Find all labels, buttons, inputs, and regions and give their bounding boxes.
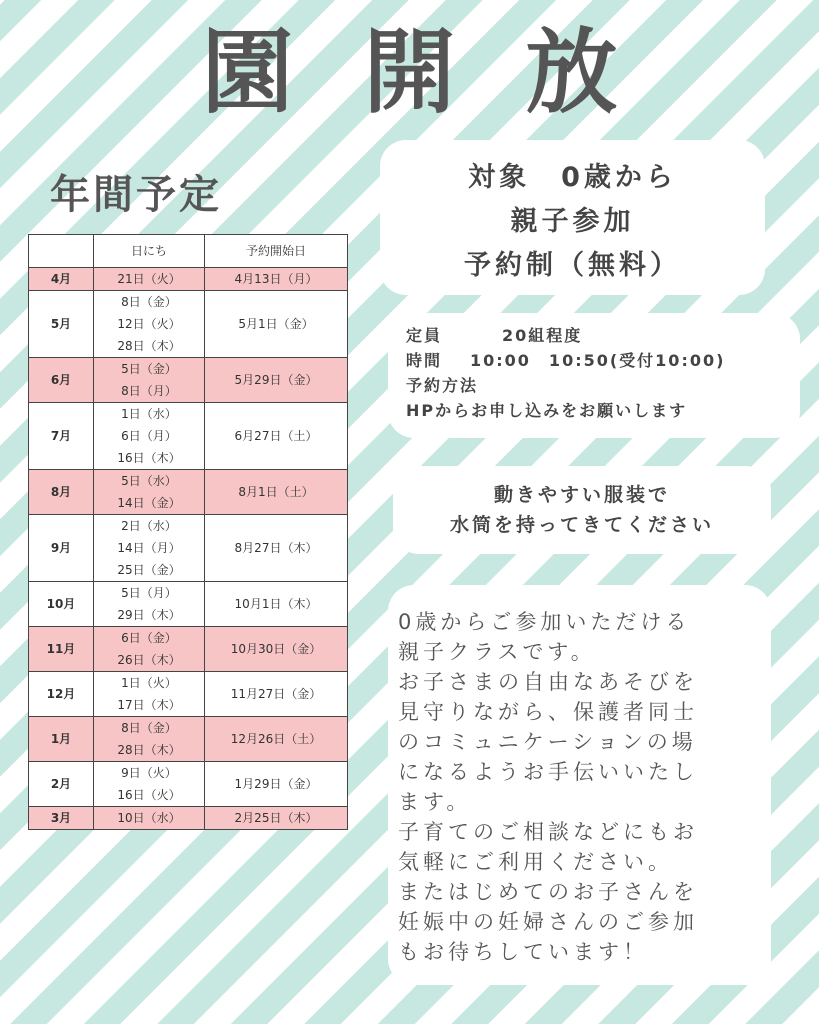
schedule-heading: 年間予定: [50, 172, 222, 218]
dates-cell: [94, 627, 205, 672]
reservation-start-cell: 1月29日（金）: [205, 762, 348, 807]
table-row: [29, 403, 348, 470]
header-dates: 日にち: [94, 235, 205, 268]
header-reservation-start: 予約開始日: [205, 235, 348, 268]
date-entry: 26日（木）: [117, 653, 181, 667]
reservation-start-cell: 10月1日（木）: [205, 582, 348, 627]
description-box: [388, 585, 771, 985]
schedule-table-body: [29, 268, 348, 830]
dates-cell: [94, 470, 205, 515]
month-cell: 2月: [29, 762, 94, 807]
date-entry: 25日（金）: [117, 563, 181, 577]
date-entry: 10日（水）: [117, 811, 181, 825]
month-cell: 12月: [29, 672, 94, 717]
date-entry: 5日（金）: [121, 362, 177, 376]
reservation-start-cell: 10月30日（金）: [205, 627, 348, 672]
description-line: 子育てのご相談などにもお: [398, 820, 698, 844]
description-line: 妊娠中の妊婦さんのご参加: [398, 910, 698, 934]
participation-line: 親子参加: [510, 206, 635, 237]
reservation-start-cell: 4月13日（月）: [205, 268, 348, 291]
month-cell: 10月: [29, 582, 94, 627]
dates-cell: [94, 762, 205, 807]
month-cell: 11月: [29, 627, 94, 672]
method-label-row: [406, 373, 800, 398]
date-entry: 8日（月）: [121, 384, 177, 398]
bottle-line: 水筒を持ってきてください: [449, 514, 714, 536]
month-cell: 8月: [29, 470, 94, 515]
description-line: 0歳からご参加いただける: [398, 610, 691, 634]
capacity-row: [406, 323, 800, 348]
time-value: 10:00 10:50(受付10:00): [470, 351, 726, 370]
date-entry: 6日（月）: [121, 429, 177, 443]
date-entry: 2日（水）: [121, 519, 177, 533]
target-line: 対象 0歳から: [468, 162, 677, 193]
date-entry: 1日（水）: [121, 407, 177, 421]
month-cell: 4月: [29, 268, 94, 291]
table-row: [29, 672, 348, 717]
reservation-start-cell: 5月29日（金）: [205, 358, 348, 403]
table-row: [29, 582, 348, 627]
date-entry: 6日（金）: [121, 631, 177, 645]
month-cell: 7月: [29, 403, 94, 470]
date-entry: 8日（金）: [121, 721, 177, 735]
description-line: 見守りながら、保護者同士: [398, 700, 698, 724]
date-entry: 28日（木）: [117, 339, 181, 353]
dates-cell: [94, 403, 205, 470]
reservation-start-cell: 6月27日（土）: [205, 403, 348, 470]
header-month: [29, 235, 94, 268]
dates-cell: [94, 268, 205, 291]
description-line: ます。: [398, 790, 472, 814]
table-row: [29, 268, 348, 291]
date-entry: 1日（火）: [121, 676, 177, 690]
table-row: [29, 515, 348, 582]
date-entry: 8日（金）: [121, 295, 177, 309]
time-row: [406, 348, 800, 373]
dress-line: 動きやすい服装で: [493, 484, 670, 506]
dates-cell: [94, 358, 205, 403]
date-entry: 28日（木）: [117, 743, 181, 757]
table-row: [29, 627, 348, 672]
reservation-line: 予約制（無料）: [464, 250, 681, 281]
table-row: [29, 717, 348, 762]
table-row: [29, 470, 348, 515]
capacity-value: 20組程度: [502, 326, 583, 345]
target-box: [380, 140, 765, 295]
reservation-start-cell: 11月27日（金）: [205, 672, 348, 717]
dates-cell: [94, 291, 205, 358]
table-header-row: [29, 235, 348, 268]
date-entry: 5日（水）: [121, 474, 177, 488]
dress-code-box: [393, 466, 771, 554]
date-entry: 9日（火）: [121, 766, 177, 780]
description-line: のコミュニケーションの場: [398, 730, 697, 754]
table-row: [29, 358, 348, 403]
method-value: HPからお申し込みをお願いします: [406, 401, 688, 420]
description-line: またはじめてのお子さんを: [398, 880, 698, 904]
table-row: [29, 762, 348, 807]
date-entry: 14日（月）: [117, 541, 181, 555]
method-value-row: [406, 398, 800, 423]
table-row: [29, 291, 348, 358]
date-entry: 5日（月）: [121, 586, 177, 600]
reservation-start-cell: 5月1日（金）: [205, 291, 348, 358]
description-line: お子さまの自由なあそびを: [398, 670, 698, 694]
reservation-start-cell: 8月27日（木）: [205, 515, 348, 582]
dates-cell: [94, 717, 205, 762]
table-row: [29, 807, 348, 830]
time-label: 時間: [406, 351, 443, 370]
month-cell: 9月: [29, 515, 94, 582]
month-cell: 5月: [29, 291, 94, 358]
date-entry: 21日（火）: [117, 272, 181, 286]
dates-cell: [94, 582, 205, 627]
reservation-start-cell: 12月26日（土）: [205, 717, 348, 762]
capacity-label: 定員: [406, 326, 443, 345]
schedule-table: [28, 234, 348, 830]
month-cell: 6月: [29, 358, 94, 403]
reservation-start-cell: 2月25日（木）: [205, 807, 348, 830]
description-line: もお待ちしています！: [398, 940, 648, 964]
reservation-start-cell: 8月1日（土）: [205, 470, 348, 515]
dates-cell: [94, 672, 205, 717]
method-label: 予約方法: [406, 376, 479, 395]
date-entry: 29日（木）: [117, 608, 181, 622]
date-entry: 14日（金）: [117, 496, 181, 510]
month-cell: 3月: [29, 807, 94, 830]
page-title: 園開放: [201, 19, 688, 126]
date-entry: 17日（木）: [117, 698, 181, 712]
dates-cell: [94, 515, 205, 582]
date-entry: 16日（木）: [117, 451, 181, 465]
date-entry: 12日（火）: [117, 317, 181, 331]
description-line: になるようお手伝いいたし: [398, 760, 698, 784]
info-box: [388, 313, 800, 438]
date-entry: 16日（火）: [117, 788, 181, 802]
description-line: 親子クラスです。: [398, 640, 596, 664]
dates-cell: [94, 807, 205, 830]
description-line: 気軽にご利用ください。: [398, 850, 673, 874]
month-cell: 1月: [29, 717, 94, 762]
